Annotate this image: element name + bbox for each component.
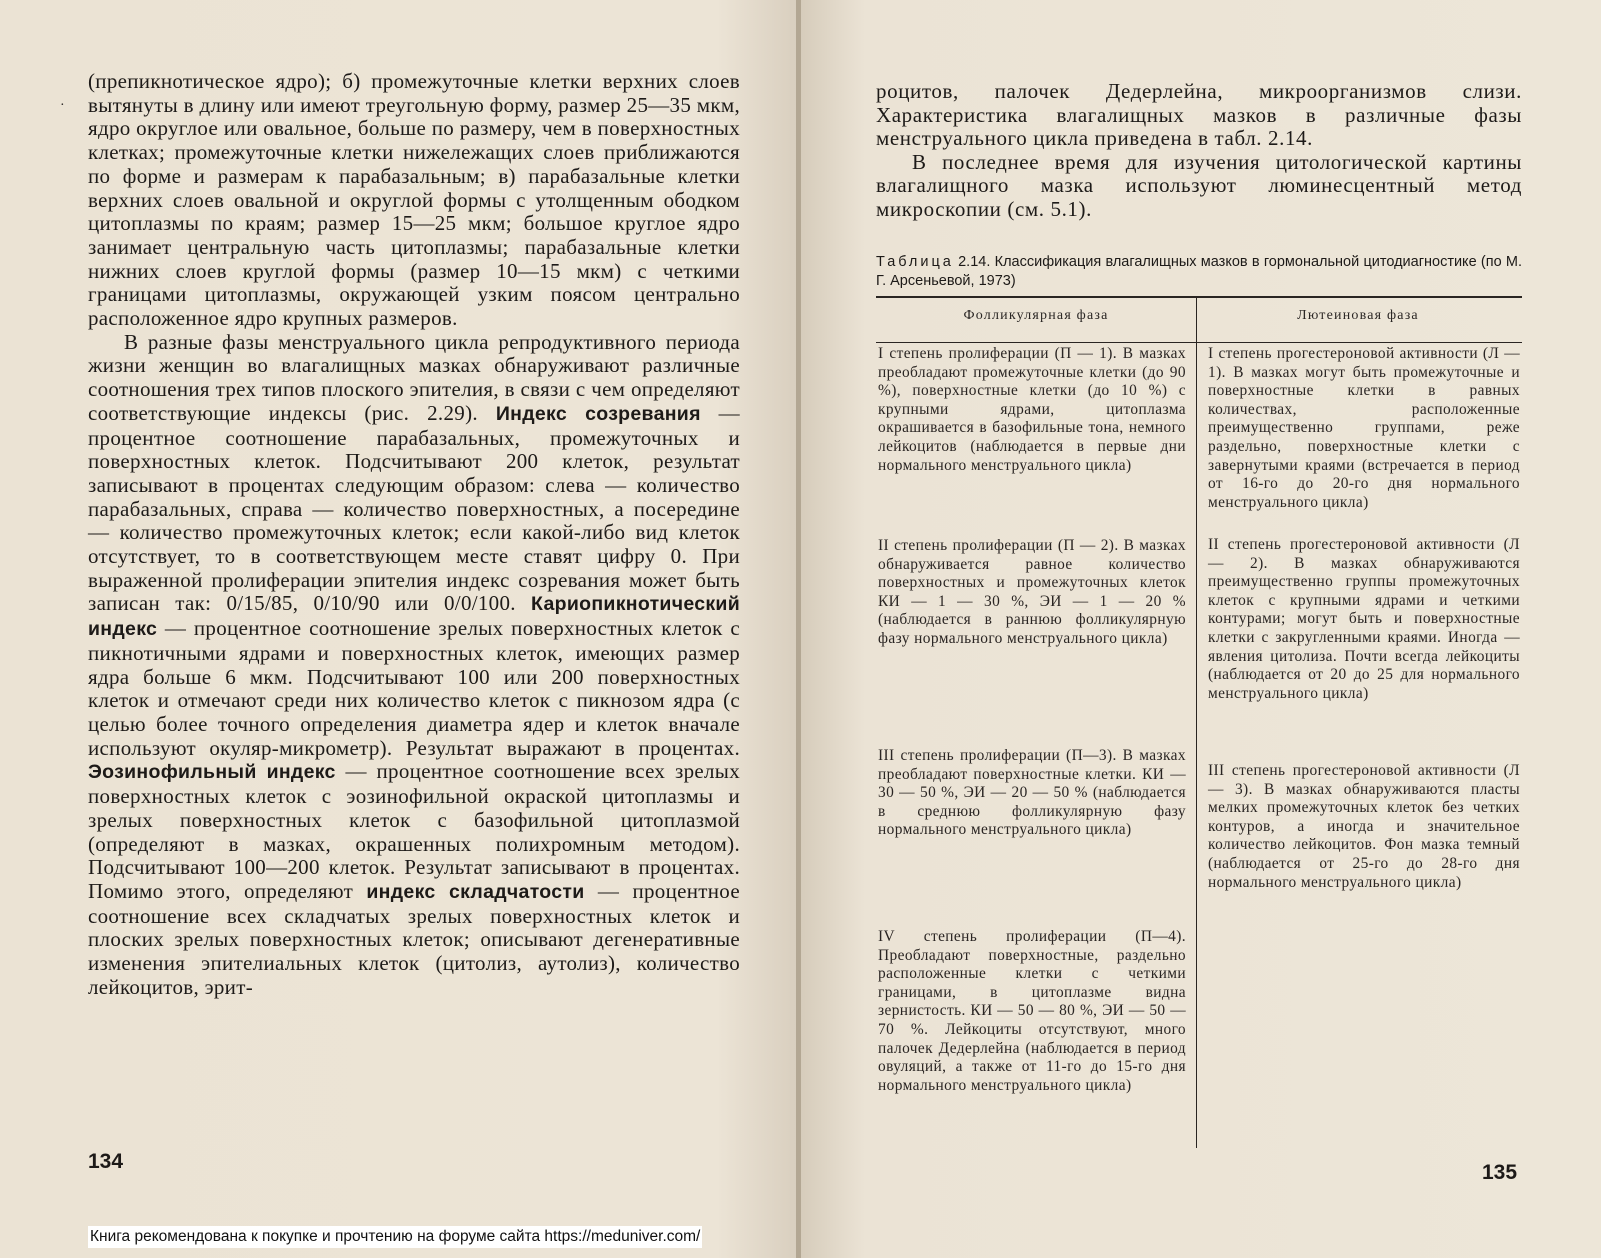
table-top-rule: [876, 296, 1522, 298]
table-cell-luteal-2: II степень прогестероновой активности (Л — 2). В мазках обнаруживаются преимущественно группы промежуточных клеток с крупными ядрами и четкими контурами; могут быть и поверхностные клетки с закругленными краями. Иногда — явления цитолиза. Почти всегда лейкоциты (наблюдается от 20 до 25 для нормального менструального цикла): [1208, 536, 1520, 702]
term-maturation-index: Индекс созревания: [495, 402, 701, 425]
right-paragraph-1: роцитов, палочек Дедерлейна, микроорганизмов слизи. Характеристика влагалищных мазков в различные фазы менструального цикла приведена в табл. 2.14.: [876, 79, 1522, 150]
margin-mark: ·: [60, 98, 65, 113]
table-cell-follicular-1: I степень пролиферации (П — 1). В мазках преобладают промежуточные клетки (до 90 %), поверхностные клетки (до 10 %) с крупными ядрами, цитоплазма окрашивается в базофильные тона, немного лейкоцитов (наблюдается в первые дни нормального менструального цикла): [878, 345, 1186, 474]
table-cell-follicular-4: IV степень пролиферации (П—4). Преобладают поверхностные, раздельно расположенные клетки с четкими границами, в цитоплазме видна зернистость. КИ — 50 — 80 %, ЭИ — 50 — 70 %. Лейкоциты отсутствуют, много палочек Дедерлейна (наблюдается в период овуляций, а также от 11-го до 15-го дня нормального менструального цикла): [878, 928, 1186, 1094]
page-number-left: 134: [88, 1150, 124, 1173]
table-cell-follicular-2: II степень пролиферации (П — 2). В мазках обнаруживается равное количество поверхностных и промежуточных клеток КИ — 1 — 30 %, ЭИ — 1 — 20 % (наблюдается в раннюю фолликулярную фазу нормального менструального цикла): [878, 537, 1186, 647]
table-caption: [876, 253, 1522, 291]
table-cell-luteal-1: I степень прогестероновой активности (Л — 1). В мазках могут быть промежуточные и поверхностные клетки в равных количествах, расположенные преимущественно группами, реже раздельно, поверхностные клетки с завернутыми краями (встречается в период от 16-го до 20-го дня нормального менструального цикла): [1208, 345, 1520, 511]
right-page-text: [876, 80, 1522, 221]
table-caption-label: Таблица: [876, 254, 954, 270]
table-header-luteal: Лютеиновая фаза: [1297, 308, 1419, 323]
table-column-divider: [1196, 296, 1197, 1148]
left-paragraph-1: (препикнотическое ядро); б) промежуточные клетки верхних слоев вытянуты в длину или имеют треугольную форму, размер 25—35 мкм, ядро округлое или овальное, больше по размеру, чем в поверхностных клетках; промежуточные клетки нижележащих слоев приближаются по форме и размерам к парабазальным; в) парабазальные клетки верхних слоев овальной и округлой формы с утолщенным ободком цитоплазмы по краям; размер 15—25 мкм; большое круглое ядро занимает центральную часть цитоплазмы; парабазальные клетки нижних слоев круглой формы (размер 10—15 мкм) с четкими границами цитоплазмы, окружающей узким поясом центрально расположенное ядро крупных размеров.: [88, 69, 740, 331]
term-karyopyknotic-index: Кариопикнотический индекс: [88, 593, 740, 641]
left-page: [0, 0, 796, 1258]
table-header-rule: [876, 342, 1522, 343]
left-paragraph-2: В разные фазы менструального цикла репродуктивного периода жизни женщин во влагалищных мазках обнаруживают различные соотношения трех типов плоского эпителия, в связи с чем определяют соответствующие индексы (рис. 2.29). Индекс созревания — процентное соотношение парабазальных, промежуточных и поверхностных клеток. Подсчитывают 200 клеток, результат записывают в процентах следующим образом: слева — количество парабазальных, справа — количество поверхностных, а посередине — количество промежуточных клеток; если какой-либо вид клеток отсутствует, то в соответствующем месте ставят цифру 0. При выраженной пролиферации эпителия индекс созревания может быть записан так: 0/15/85, 0/10/90 или 0/0/100. Кариопикнотический индекс — процентное соотношение зрелых поверхностных клеток с пикнотичными ядрами и поверхностных клеток, имеющих размер ядра больше 6 мкм. Подсчитывают 100 или 200 поверхностных клеток и отмечают среди них количество клеток с пикнозом ядра (с целью более точного определения диаметра ядер и клеток вначале используют окуляр-микрометр). Результат выражают в процентах. Эозинофильный индекс — процентное соотношение всех зрелых поверхностных клеток с эозинофильной окраской цитоплазмы и зрелых поверхностных клеток с базофильной цитоплазмой (определяют в мазках, окрашенных полихромным методом). Подсчитывают 100—200 клеток. Результат записывают в процентах. Помимо этого, определяют индекс складчатости — процентное соотношение всех складчатых зрелых поверхностных клеток и плоских зрелых поверхностных клеток; описывают дегенеративные изменения эпителиальных клеток (цитолиз, аутолиз), количество лейкоцитов, эрит-: [88, 329, 740, 999]
left-page-text: [88, 70, 740, 999]
hormonal-cytology-table: [876, 296, 1522, 1148]
page-number-right: 135: [1482, 1161, 1518, 1184]
table-cell-follicular-3: III степень пролиферации (П—3). В мазках преобладают поверхностные клетки. КИ — 30 — 50 %, ЭИ — 20 — 50 % (наблюдается в среднюю фолликулярную фазу нормального менструального цикла): [878, 747, 1186, 839]
term-folding-index: индекс складчатости: [366, 880, 585, 903]
term-eosinophilic-index: Эозинофильный индекс: [88, 761, 336, 784]
table-caption-text: 2.14. Классификация влагалищных мазков в гормональной цитодиагностике (по М. Г. Арсеньевой, 1973): [876, 254, 1522, 289]
table-header-follicular: Фолликулярная фаза: [963, 308, 1109, 323]
site-footer-note: Книга рекомендована к покупке и прочтению на форуме сайта https://meduniver.com/: [88, 1226, 702, 1248]
table-cell-luteal-3: III степень прогестероновой активности (Л — 3). В мазках обнаруживаются пласты мелких промежуточных клеток без четких контуров, а иногда и значительное количество лейкоцитов. Фон мазка темный (наблюдается от 25-го до 28-го дня нормального менструального цикла): [1208, 762, 1520, 891]
right-paragraph-2: В последнее время для изучения цитологической картины влагалищного мазка используют люминесцентный метод микроскопии (см. 5.1).: [876, 149, 1522, 221]
